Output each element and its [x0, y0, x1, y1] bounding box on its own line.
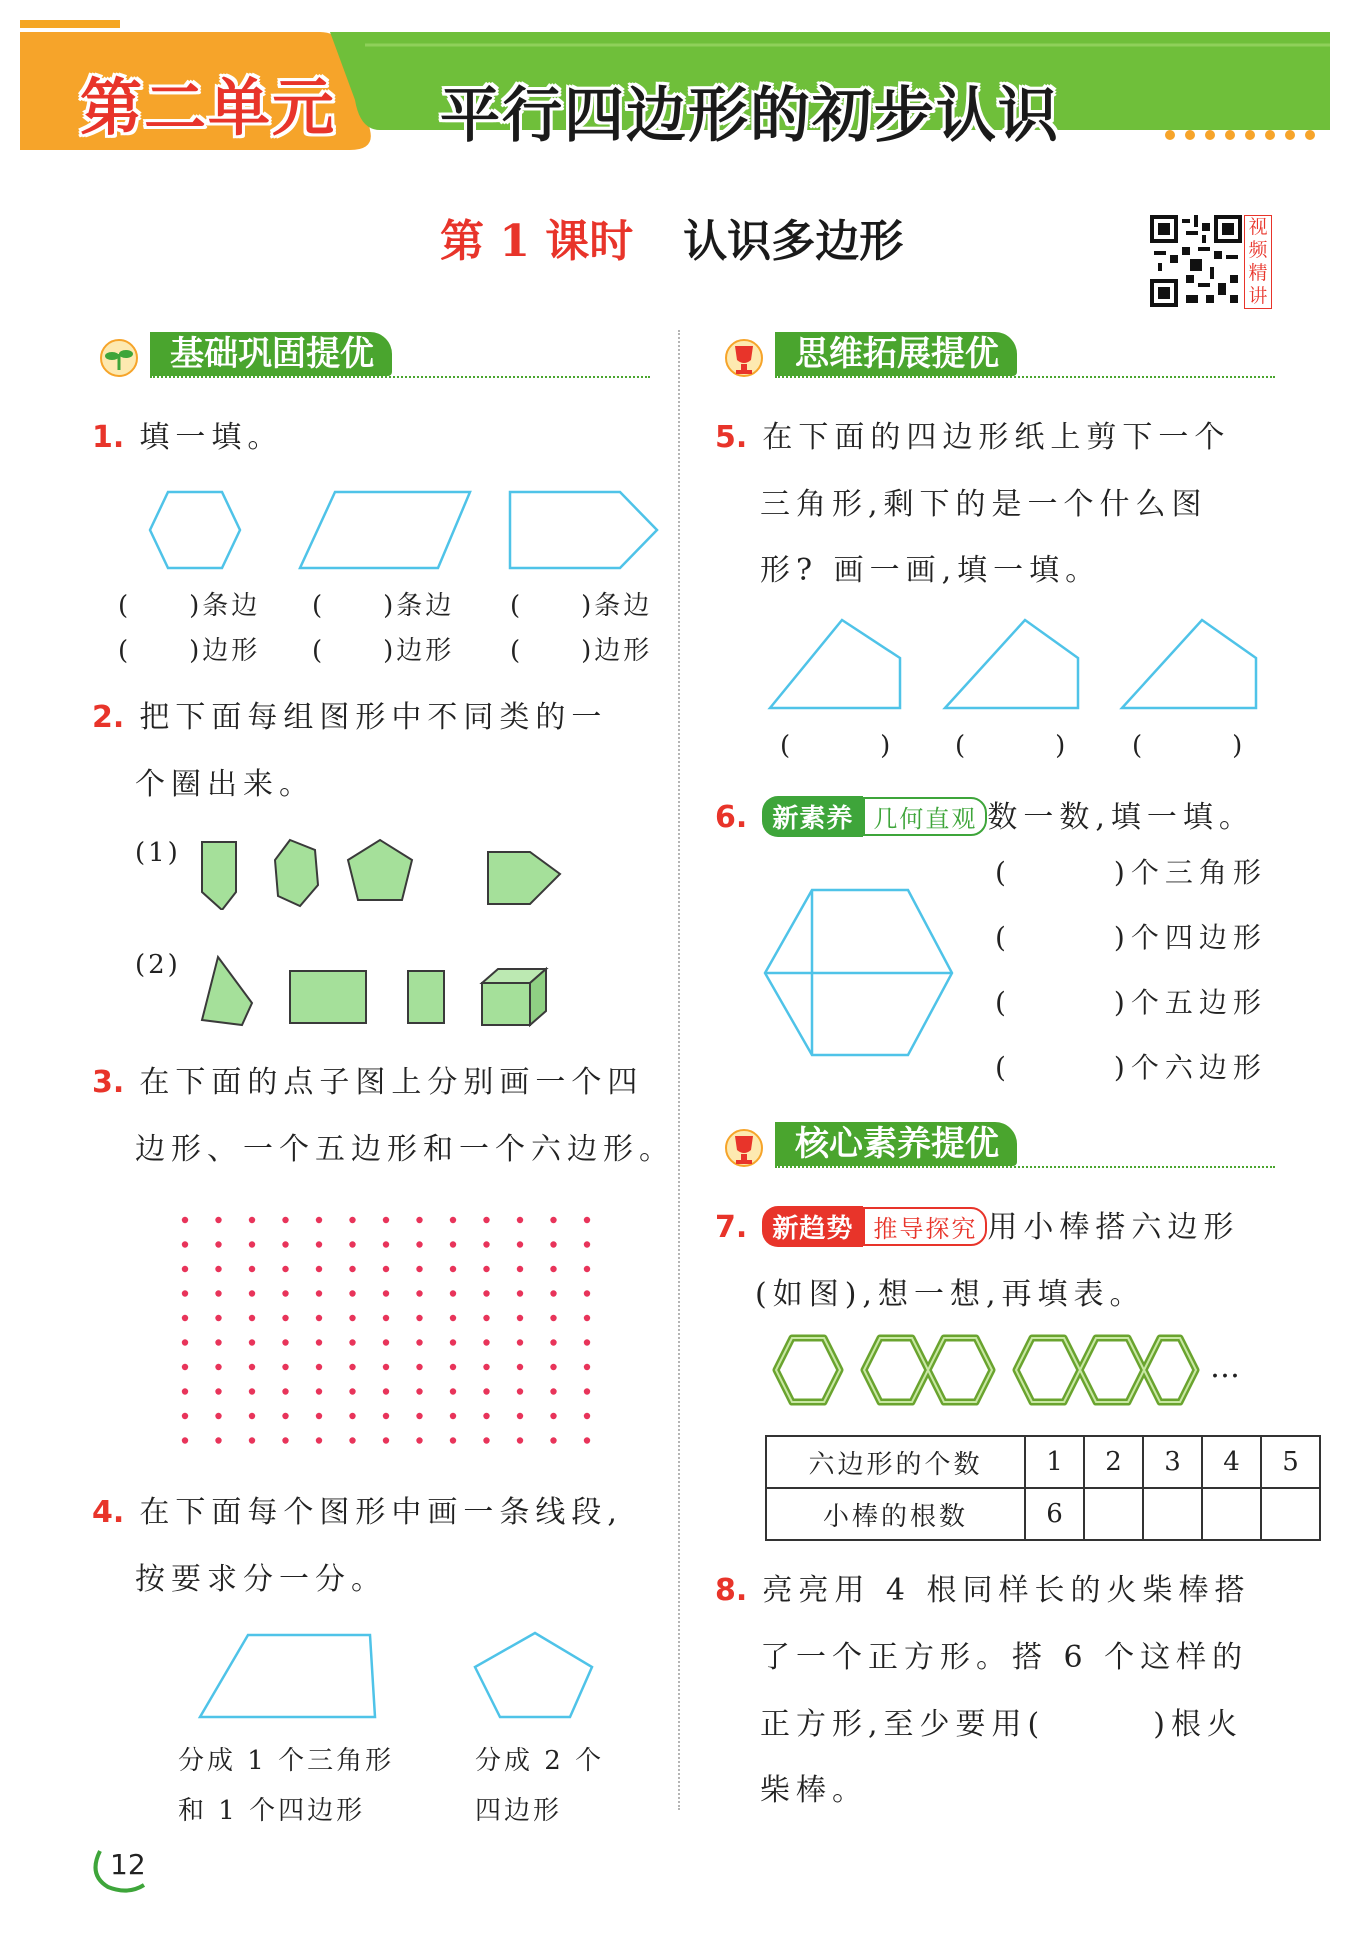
q2-line1: 把下面每组图形中不同类的一 — [139, 700, 608, 735]
section-thinking-header — [715, 330, 1275, 380]
q7-row2-cell[interactable]: 6 — [1025, 1488, 1084, 1540]
q7-table — [765, 1435, 1321, 1541]
grid-dot[interactable] — [215, 1290, 221, 1296]
grid-dot[interactable] — [450, 1290, 456, 1296]
grid-dot[interactable] — [416, 1217, 422, 1223]
q1-label-3-shape: ( )边形 — [510, 636, 653, 666]
q1-text: 填一填。 — [139, 420, 284, 455]
q7-hexagon-group-3c — [1144, 1338, 1196, 1402]
q1-label-1-shape: ( )边形 — [118, 636, 261, 666]
q2-1-pentagon — [348, 840, 412, 900]
q5-line1: 在下面的四边形纸上剪下一个 — [762, 420, 1231, 455]
q7-row1-cell: 3 — [1143, 1436, 1202, 1488]
q1-parallelogram — [300, 492, 470, 568]
q2-group-1: (1) — [135, 838, 181, 868]
grid-dot[interactable] — [416, 1388, 422, 1394]
q6-answer-triangles[interactable]: ( )个三角形 — [995, 856, 1267, 889]
lesson-name: 认识多边形 — [683, 216, 904, 267]
grid-dot[interactable] — [282, 1413, 288, 1419]
grid-dot[interactable] — [349, 1266, 355, 1272]
grid-dot[interactable] — [349, 1339, 355, 1345]
grid-dot[interactable] — [416, 1290, 422, 1296]
q7-hexagon-group-1 — [776, 1338, 840, 1402]
grid-dot[interactable] — [416, 1266, 422, 1272]
grid-dot[interactable] — [383, 1266, 389, 1272]
q2-2-cube — [482, 969, 546, 1025]
grid-dot[interactable] — [349, 1364, 355, 1370]
q6-number: 6. — [715, 800, 748, 835]
grid-dot[interactable] — [550, 1266, 556, 1272]
q7-line1: 用小棒搭六边形 — [987, 1210, 1240, 1245]
grid-dot[interactable] — [182, 1217, 188, 1223]
q2-stem — [92, 685, 607, 751]
section-basic-title: 基础巩固提优 — [150, 332, 392, 376]
grid-dot[interactable] — [483, 1339, 489, 1345]
q7-row2-cell[interactable] — [1202, 1488, 1261, 1540]
q4-line2: 按要求分一分。 — [135, 1562, 387, 1597]
grid-dot[interactable] — [416, 1437, 422, 1443]
grid-dot[interactable] — [249, 1290, 255, 1296]
lesson-heading — [440, 205, 903, 269]
q8-line1: 亮亮用 4 根同样长的火柴棒搭 — [762, 1573, 1251, 1608]
q6-answer-pentagons[interactable]: ( )个五边形 — [995, 986, 1267, 1019]
grid-dot[interactable] — [182, 1290, 188, 1296]
grid-dot[interactable] — [316, 1315, 322, 1321]
q1-shapes — [100, 480, 680, 580]
grid-dot[interactable] — [316, 1241, 322, 1247]
q3-line1: 在下面的点子图上分别画一个四 — [139, 1065, 644, 1100]
q1-pentagon — [510, 492, 657, 568]
trophy-icon — [715, 1120, 773, 1170]
grid-dot[interactable] — [584, 1339, 590, 1345]
grid-dot[interactable] — [182, 1388, 188, 1394]
q2-1-arrow-pentagon — [488, 852, 560, 904]
q4-caption-1-line1: 分成 1 个三角形 — [178, 1746, 395, 1776]
grid-dot[interactable] — [483, 1413, 489, 1419]
grid-dot[interactable] — [383, 1437, 389, 1443]
q1-label-3-sides: ( )条边 — [510, 591, 653, 621]
q6-answer-hexagons[interactable]: ( )个六边形 — [995, 1051, 1267, 1084]
grid-dot[interactable] — [550, 1413, 556, 1419]
grid-dot[interactable] — [517, 1364, 523, 1370]
grid-dot[interactable] — [282, 1437, 288, 1443]
grid-dot[interactable] — [215, 1413, 221, 1419]
grid-dot[interactable] — [584, 1315, 590, 1321]
grid-dot[interactable] — [182, 1315, 188, 1321]
q8-line2: 了一个正方形。搭 6 个这样的 — [760, 1640, 1249, 1675]
grid-dot[interactable] — [483, 1364, 489, 1370]
q7-row2-cell[interactable] — [1084, 1488, 1143, 1540]
q5-line2: 三角形,剩下的是一个什么图 — [760, 487, 1208, 522]
grid-dot[interactable] — [383, 1364, 389, 1370]
grid-dot[interactable] — [517, 1290, 523, 1296]
q7-number: 7. — [715, 1210, 748, 1245]
q7-tag: 新趋势 — [762, 1206, 863, 1247]
lesson-number: 第 1 课时 — [440, 216, 634, 267]
q4-caption-2-line1: 分成 2 个 — [475, 1746, 605, 1776]
q7-hexagon-group-3a — [1016, 1338, 1080, 1402]
q7-tag-2: 推导探究 — [863, 1207, 987, 1246]
grid-dot[interactable] — [349, 1217, 355, 1223]
grid-dot[interactable] — [249, 1437, 255, 1443]
grid-dot[interactable] — [383, 1290, 389, 1296]
grid-dot[interactable] — [450, 1266, 456, 1272]
grid-dot[interactable] — [584, 1266, 590, 1272]
q7-row1-head: 六边形的个数 — [766, 1436, 1025, 1488]
grid-dot[interactable] — [416, 1315, 422, 1321]
grid-dot[interactable] — [182, 1437, 188, 1443]
grid-dot[interactable] — [215, 1388, 221, 1394]
q8-stem — [715, 1558, 1251, 1624]
grid-dot[interactable] — [282, 1339, 288, 1345]
grid-dot[interactable] — [416, 1339, 422, 1345]
grid-dot[interactable] — [550, 1241, 556, 1247]
grid-dot[interactable] — [349, 1315, 355, 1321]
grid-dot[interactable] — [383, 1315, 389, 1321]
grid-dot[interactable] — [282, 1364, 288, 1370]
q8-line3[interactable]: 正方形,至少要用( )根火 — [760, 1707, 1243, 1742]
qr-code-icon[interactable] — [1150, 215, 1242, 307]
grid-dot[interactable] — [182, 1266, 188, 1272]
q7-hexagon-group-2a — [864, 1338, 928, 1402]
grid-dot[interactable] — [483, 1437, 489, 1443]
grid-dot[interactable] — [215, 1339, 221, 1345]
q7-row2-cell[interactable] — [1261, 1488, 1320, 1540]
q4-line1: 在下面每个图形中画一条线段, — [139, 1495, 623, 1530]
q5-shape-3 — [1122, 620, 1256, 708]
grid-dot[interactable] — [349, 1241, 355, 1247]
q1-label-1-sides: ( )条边 — [118, 591, 261, 621]
q3-line2: 边形、一个五边形和一个六边形。 — [135, 1132, 675, 1167]
q5-number: 5. — [715, 420, 748, 455]
grid-dot[interactable] — [316, 1364, 322, 1370]
grid-dot[interactable] — [517, 1266, 523, 1272]
q4-caption-1-line2: 和 1 个四边形 — [178, 1796, 366, 1826]
grid-dot[interactable] — [215, 1437, 221, 1443]
q5-shape-2 — [945, 620, 1078, 708]
q2-group-1-shapes — [190, 830, 590, 910]
grid-dot[interactable] — [215, 1364, 221, 1370]
section-core-header — [715, 1120, 1275, 1170]
q4-caption-2-line2: 四边形 — [475, 1796, 563, 1826]
q4-number: 4. — [92, 1495, 125, 1530]
grid-dot[interactable] — [584, 1217, 590, 1223]
q4-stem — [92, 1480, 623, 1546]
grid-dot[interactable] — [316, 1413, 322, 1419]
grid-dot[interactable] — [249, 1339, 255, 1345]
q7-row1-cell: 5 — [1261, 1436, 1320, 1488]
q7-table-row-sticks — [766, 1488, 1320, 1540]
grid-dot[interactable] — [584, 1388, 590, 1394]
grid-dot[interactable] — [550, 1217, 556, 1223]
grid-dot[interactable] — [450, 1241, 456, 1247]
grid-dot[interactable] — [584, 1364, 590, 1370]
grid-dot[interactable] — [249, 1217, 255, 1223]
grid-dot[interactable] — [282, 1241, 288, 1247]
grid-dot[interactable] — [215, 1241, 221, 1247]
grid-dot[interactable] — [416, 1241, 422, 1247]
grid-dot[interactable] — [550, 1388, 556, 1394]
grid-dot[interactable] — [584, 1413, 590, 1419]
grid-dot[interactable] — [316, 1266, 322, 1272]
grid-dot[interactable] — [383, 1413, 389, 1419]
grid-dot[interactable] — [517, 1437, 523, 1443]
grid-dot[interactable] — [483, 1388, 489, 1394]
q2-group-2-shapes — [190, 945, 590, 1035]
qr-label: 视频精讲 — [1244, 215, 1272, 309]
page-number: 12 — [110, 1848, 146, 1881]
q6-tag-2: 几何直观 — [863, 797, 987, 836]
grid-dot[interactable] — [316, 1217, 322, 1223]
grid-dot[interactable] — [249, 1315, 255, 1321]
q7-stem — [715, 1195, 1239, 1261]
grid-dot[interactable] — [182, 1241, 188, 1247]
q5-shape-1 — [770, 620, 900, 708]
grid-dot[interactable] — [215, 1266, 221, 1272]
q7-row1-cell: 4 — [1202, 1436, 1261, 1488]
grid-dot[interactable] — [450, 1217, 456, 1223]
grid-dot[interactable] — [517, 1413, 523, 1419]
q7-row2-head: 小棒的根数 — [766, 1488, 1025, 1540]
q5-quadrilaterals[interactable] — [760, 610, 1260, 720]
grid-dot[interactable] — [450, 1339, 456, 1345]
grid-dot[interactable] — [483, 1266, 489, 1272]
grid-dot[interactable] — [282, 1388, 288, 1394]
grid-dot[interactable] — [182, 1364, 188, 1370]
q1-label-2-sides: ( )条边 — [312, 591, 455, 621]
q7-stick-hexagons — [770, 1330, 1200, 1410]
q1-hexagon — [150, 492, 240, 568]
q2-1-hexagon — [275, 840, 318, 906]
section-thinking-title: 思维拓展提优 — [775, 332, 1017, 376]
q5-blank-2[interactable]: ( ) — [955, 731, 1069, 761]
grid-dot[interactable] — [483, 1241, 489, 1247]
q7-row2-cell[interactable] — [1143, 1488, 1202, 1540]
grid-dot[interactable] — [483, 1217, 489, 1223]
q6-tag: 新素养 — [762, 796, 863, 837]
grid-dot[interactable] — [550, 1290, 556, 1296]
grid-dot[interactable] — [349, 1413, 355, 1419]
q2-1-pentagon-tall — [202, 842, 236, 910]
q1-stem — [92, 405, 283, 471]
grid-dot[interactable] — [550, 1315, 556, 1321]
grid-dot[interactable] — [349, 1388, 355, 1394]
grid-dot[interactable] — [282, 1315, 288, 1321]
q5-blank-1[interactable]: ( ) — [780, 731, 894, 761]
grid-dot[interactable] — [316, 1388, 322, 1394]
grid-dot[interactable] — [383, 1388, 389, 1394]
grid-dot[interactable] — [383, 1241, 389, 1247]
grid-dot[interactable] — [249, 1241, 255, 1247]
q5-blank-3[interactable]: ( ) — [1132, 731, 1246, 761]
grid-dot[interactable] — [517, 1388, 523, 1394]
grid-dot[interactable] — [349, 1290, 355, 1296]
topic-title: 平行四边形的初步认识 — [440, 81, 1060, 151]
q7-hexagon-group-3b — [1080, 1338, 1144, 1402]
grid-dot[interactable] — [517, 1339, 523, 1345]
q7-row1-cell: 1 — [1025, 1436, 1084, 1488]
grid-dot[interactable] — [584, 1437, 590, 1443]
section-basic-header — [90, 330, 650, 380]
section-core-title: 核心素养提优 — [775, 1122, 1017, 1166]
grid-dot[interactable] — [249, 1388, 255, 1394]
unit-title: 第二单元 — [80, 71, 337, 144]
q2-line2: 个圈出来。 — [135, 767, 315, 802]
grid-dot[interactable] — [584, 1290, 590, 1296]
q8-line4: 柴棒。 — [760, 1773, 868, 1808]
grid-dot[interactable] — [416, 1364, 422, 1370]
trophy-icon — [715, 330, 773, 380]
grid-dot[interactable] — [450, 1388, 456, 1394]
q7-hexagon-group-2b — [928, 1338, 992, 1402]
q5-line3: 形? 画一画,填一填。 — [760, 553, 1102, 588]
q1-number: 1. — [92, 420, 125, 455]
grid-dot[interactable] — [450, 1413, 456, 1419]
grid-dot[interactable] — [450, 1437, 456, 1443]
grid-dot[interactable] — [316, 1290, 322, 1296]
grid-dot[interactable] — [282, 1290, 288, 1296]
grid-dot[interactable] — [182, 1339, 188, 1345]
grid-dot[interactable] — [249, 1413, 255, 1419]
grid-dot[interactable] — [282, 1266, 288, 1272]
q7-line2: (如图),想一想,再填表。 — [755, 1277, 1146, 1312]
grid-dot[interactable] — [550, 1339, 556, 1345]
grid-dot[interactable] — [316, 1339, 322, 1345]
q4-trapezoid — [200, 1635, 375, 1717]
grid-dot[interactable] — [215, 1217, 221, 1223]
q5-stem — [715, 405, 1230, 471]
grid-dot[interactable] — [450, 1315, 456, 1321]
q8-number: 8. — [715, 1573, 748, 1608]
grid-dot[interactable] — [182, 1413, 188, 1419]
q2-2-quadrilateral — [202, 957, 252, 1025]
q6-hexagon-figure — [760, 885, 960, 1060]
grid-dot[interactable] — [517, 1315, 523, 1321]
q2-2-rectangle — [290, 971, 366, 1023]
grid-dot[interactable] — [450, 1364, 456, 1370]
grid-dot[interactable] — [316, 1437, 322, 1443]
grid-dot[interactable] — [550, 1437, 556, 1443]
q2-group-2: (2) — [135, 950, 181, 980]
q3-stem — [92, 1050, 643, 1116]
grid-dot[interactable] — [416, 1413, 422, 1419]
q4-shapes[interactable] — [190, 1625, 610, 1725]
sun-sprout-icon — [90, 330, 148, 380]
grid-dot[interactable] — [249, 1364, 255, 1370]
grid-dot[interactable] — [349, 1437, 355, 1443]
q7-table-row-hexagons — [766, 1436, 1320, 1488]
q2-2-square — [408, 971, 444, 1023]
q4-pentagon — [475, 1633, 592, 1717]
q6-answer-quadrilaterals[interactable]: ( )个四边形 — [995, 921, 1267, 954]
q3-dot-grid[interactable] — [175, 1210, 605, 1450]
q2-number: 2. — [92, 700, 125, 735]
grid-dot[interactable] — [483, 1290, 489, 1296]
grid-dot[interactable] — [550, 1364, 556, 1370]
grid-dot[interactable] — [517, 1217, 523, 1223]
grid-dot[interactable] — [215, 1315, 221, 1321]
grid-dot[interactable] — [282, 1217, 288, 1223]
q7-row1-cell: 2 — [1084, 1436, 1143, 1488]
grid-dot[interactable] — [383, 1217, 389, 1223]
q3-number: 3. — [92, 1065, 125, 1100]
q7-ellipsis: … — [1210, 1350, 1240, 1385]
q1-label-2-shape: ( )边形 — [312, 636, 455, 666]
grid-dot[interactable] — [249, 1266, 255, 1272]
grid-dot[interactable] — [584, 1241, 590, 1247]
grid-dot[interactable] — [383, 1339, 389, 1345]
grid-dot[interactable] — [517, 1241, 523, 1247]
grid-dot[interactable] — [483, 1315, 489, 1321]
q6-text: 数一数,填一填。 — [987, 800, 1255, 835]
